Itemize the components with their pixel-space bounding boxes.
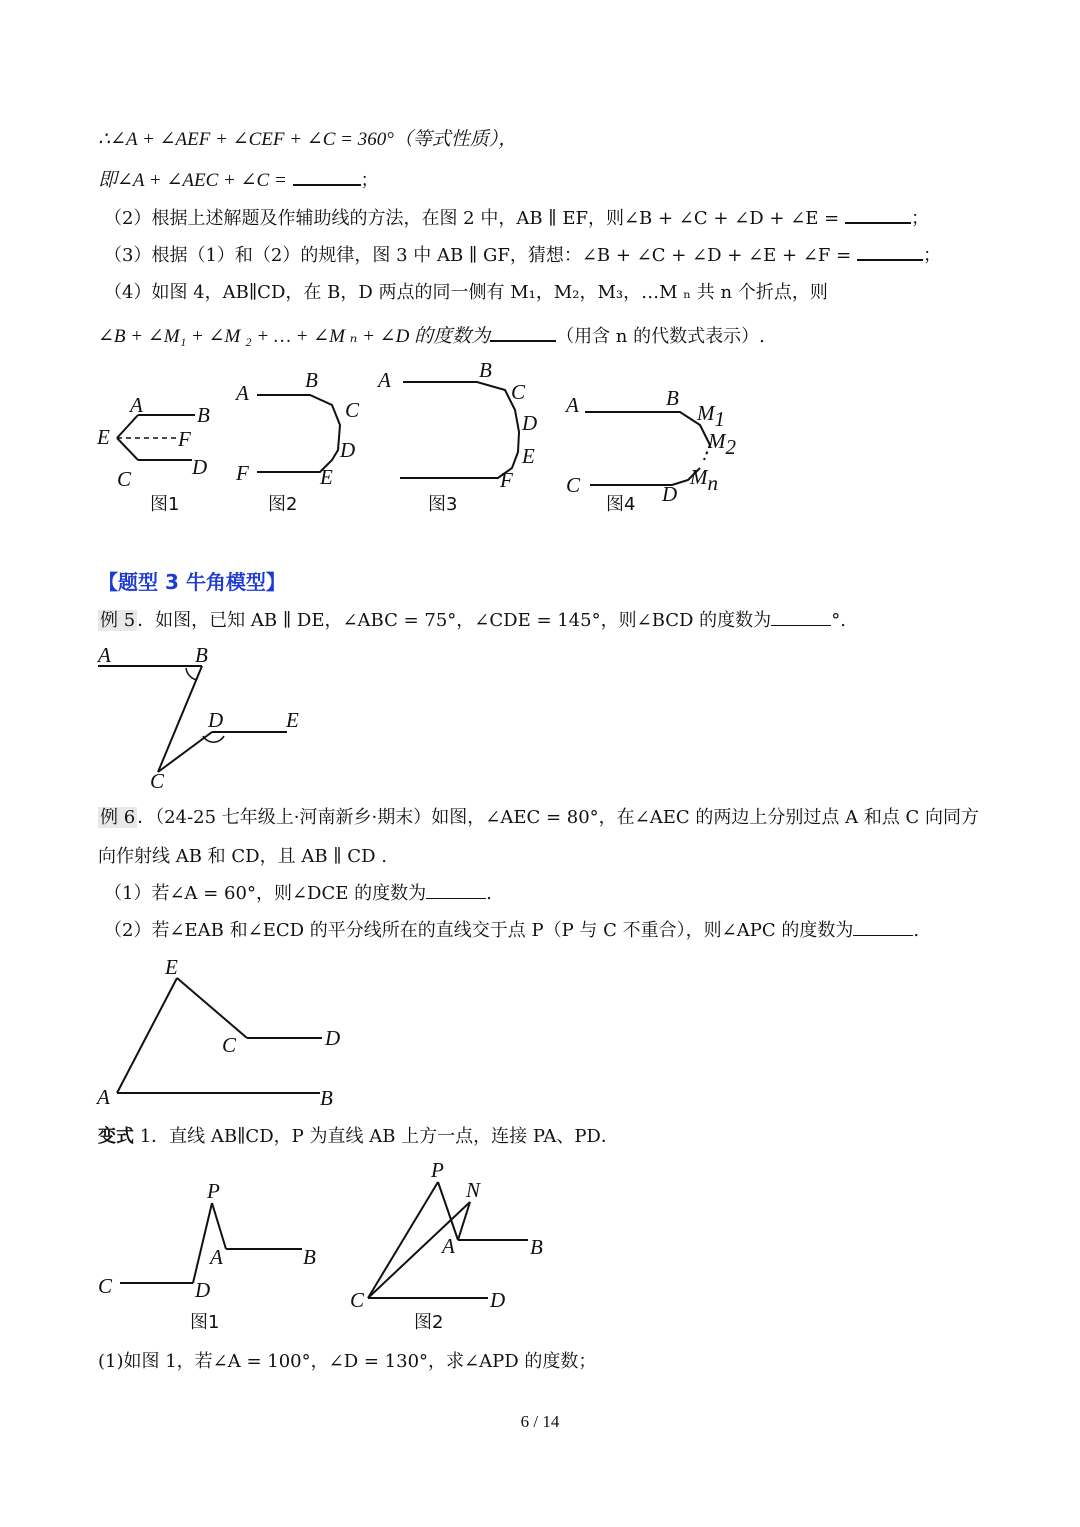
figure-4 <box>0 360 1080 530</box>
label-A: A <box>442 1234 455 1258</box>
text-line-1: ∴∠A + ∠AEF + ∠CEF + ∠C = 360°（等式性质）， <box>98 129 518 150</box>
label-D: D <box>490 1288 506 1312</box>
label-C: C <box>222 1033 237 1057</box>
label-C: C <box>98 1274 113 1298</box>
text-line-6: ∠B + ∠M₁ + ∠M ₂ + … + ∠M ₙ + ∠D 的度数为 （用含 n 的代数式表示）. <box>98 322 765 349</box>
label-P: P <box>207 1179 220 1203</box>
label-D: D <box>340 438 356 462</box>
example-5-text: 例 5 ．如图，已知 AB ∥ DE，∠ABC = 75°，∠CDE = 145°，则∠BCD 的度数为 °. <box>100 610 846 631</box>
label-C: C <box>150 769 165 793</box>
answer-blank[interactable] <box>426 882 486 899</box>
label-P: P <box>431 1158 444 1182</box>
figure-caption: 图1 <box>150 494 180 515</box>
label-E: E <box>165 955 178 979</box>
label-A: A <box>97 1085 110 1109</box>
label-B: B <box>197 403 210 427</box>
label-E: E <box>286 708 299 732</box>
figure-caption: 图2 <box>268 494 298 515</box>
label-E: E <box>97 425 110 449</box>
label-D: D <box>195 1278 211 1302</box>
label-B: B <box>666 386 679 410</box>
text-line-4: （3）根据（1）和（2）的规律，图 3 中 AB ∥ GF，猜想：∠B + ∠C + ∠D + ∠E + ∠F = ； <box>104 241 941 268</box>
label-C: C <box>566 473 581 497</box>
label-A: A <box>130 393 143 417</box>
label-F: F <box>500 468 513 492</box>
answer-blank[interactable] <box>771 609 831 626</box>
label-A: A <box>378 368 391 392</box>
label-F: F <box>236 461 249 485</box>
label-M2: M2 <box>708 429 736 459</box>
text-line-2: 即∠A + ∠AEC + ∠C = ； <box>98 166 379 193</box>
label-D: D <box>192 455 208 479</box>
label-C: C <box>350 1288 365 1312</box>
answer-blank[interactable] <box>293 166 361 186</box>
page-number: 6 / 14 <box>520 1412 560 1431</box>
example-6-q1: （1）若∠A = 60°，则∠DCE 的度数为 . <box>104 883 492 904</box>
label-D: D <box>208 708 224 732</box>
example-6-q2: （2）若∠EAB 和∠ECD 的平分线所在的直线交于点 P（P 与 C 不重合），则∠APC 的度数为 . <box>104 920 920 941</box>
label-C: C <box>345 398 360 422</box>
answer-blank[interactable] <box>853 919 913 936</box>
label-E: E <box>320 465 333 489</box>
label-N: N <box>466 1178 481 1202</box>
label-D: D <box>662 482 678 506</box>
label-E: E <box>522 444 535 468</box>
figure-caption: 图4 <box>606 494 636 515</box>
label-A: A <box>98 643 111 667</box>
figure-caption: 图1 <box>190 1312 220 1333</box>
label-C: C <box>117 467 132 491</box>
label-D: D <box>325 1026 341 1050</box>
label-M1: M1 <box>697 401 725 431</box>
label-A: A <box>210 1245 223 1269</box>
figure-caption: 图2 <box>414 1312 444 1333</box>
label-Mn: Mn <box>690 465 718 495</box>
example-5-figure <box>0 640 400 800</box>
figure-caption: 图3 <box>428 494 458 515</box>
example-6-text-2: 向作射线 AB 和 CD，且 AB ∥ CD . <box>98 846 387 867</box>
label-B: B <box>305 368 318 392</box>
label-B: B <box>530 1235 543 1259</box>
label-B: B <box>303 1245 316 1269</box>
label-D: D <box>522 411 538 435</box>
label-F: F <box>178 427 191 451</box>
text-line-3: （2）根据上述解题及作辅助线的方法，在图 2 中，AB ∥ EF，则∠B + ∠C + ∠D + ∠E = ； <box>104 204 929 231</box>
section-title: 【题型 3 牛角模型】 <box>98 570 286 594</box>
label-B: B <box>479 358 492 382</box>
label-B: B <box>195 643 208 667</box>
example-6-figure <box>0 950 400 1110</box>
example-6-text: 例 6 ．（24-25 七年级上·河南新乡·期末）如图，∠AEC = 80°，在∠AEC 的两边上分别过点 A 和点 C 向同方 <box>100 807 980 828</box>
variant-1-figure-2 <box>0 1160 600 1340</box>
label-A: A <box>566 393 579 417</box>
label-A: A <box>236 381 249 405</box>
answer-blank[interactable] <box>845 204 911 224</box>
variant-1-text: 变式 1．直线 AB∥CD，P 为直线 AB 上方一点，连接 PA、PD． <box>98 1126 619 1147</box>
variant-1-q1: (1)如图 1，若∠A = 100°，∠D = 130°，求∠APD 的度数； <box>98 1351 597 1372</box>
label-C: C <box>511 380 526 404</box>
text-line-5: （4）如图 4，AB∥CD，在 B，D 两点的同一侧有 M₁，M₂，M₃，…M ₙ 共 n 个折点，则 <box>104 282 828 303</box>
label-B: B <box>320 1086 333 1110</box>
answer-blank[interactable] <box>857 241 923 261</box>
answer-blank[interactable] <box>490 322 556 342</box>
